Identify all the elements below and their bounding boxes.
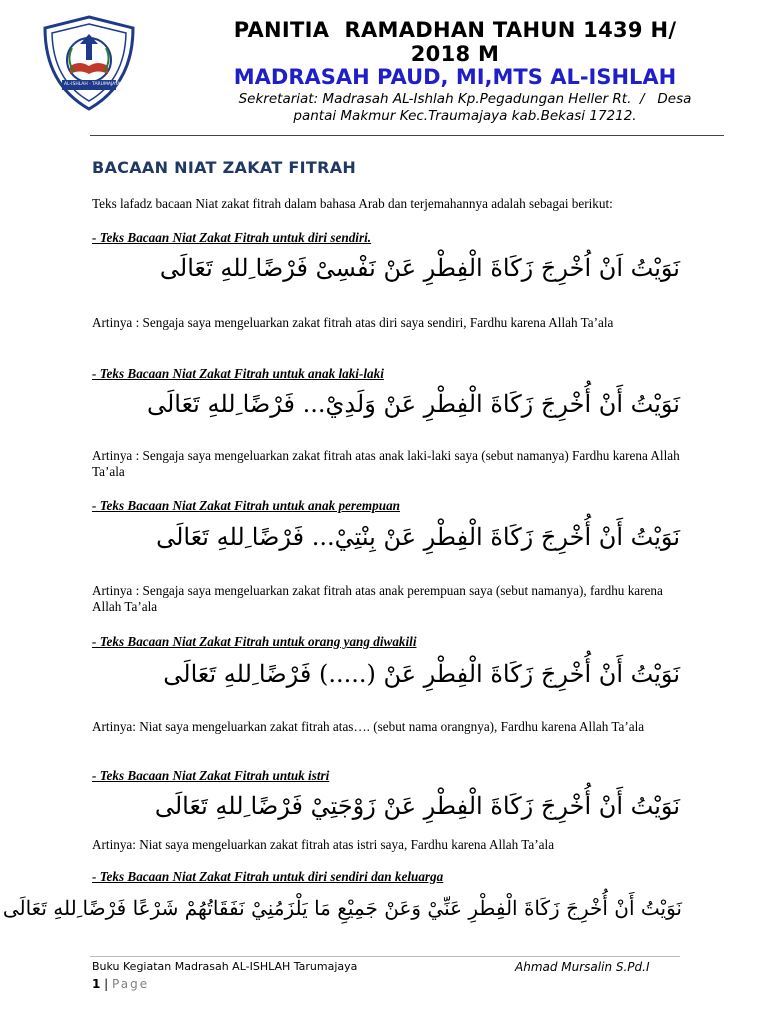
subheading-daughter: - Teks Bacaan Niat Zakat Fitrah untuk anak perempuan [92, 498, 401, 513]
subheading-wife: - Teks Bacaan Niat Zakat Fitrah untuk istri [92, 768, 330, 783]
secretariat-address [150, 91, 770, 125]
address-line-1: Sekretariat: Madrasah AL-Ishlah Kp.Pegadungan Heller Rt. / Desa [238, 91, 692, 107]
meaning-wife: Artinya: Niat saya mengeluarkan zakat fitrah atas istri saya, Fardhu karena Allah Ta’ala [92, 837, 555, 852]
header-divider [90, 135, 724, 136]
arabic-niat-wife: نَوَيْتُ أَنْ أُخْرِجَ زَكَاةَ الْفِطْرِ عَنْ زَوْجَتِيْ فَرْضًا ِللهِ تَعَالَى [154, 792, 680, 820]
school-name: MADRASAH PAUD, MI,MTS AL-ISHLAH [233, 65, 677, 89]
subheading-son: - Teks Bacaan Niat Zakat Fitrah untuk anak laki-laki [92, 366, 384, 381]
section-title: BACAAN NIAT ZAKAT FITRAH [92, 158, 357, 177]
letterhead-title [150, 18, 760, 66]
page-separator: | [100, 977, 113, 991]
title-line-1: PANITIA RAMADHAN TAHUN 1439 H/ [233, 18, 677, 42]
meaning-represented: Artinya: Niat saya mengeluarkan zakat fitrah atas…. (sebut nama orangnya), Fardhu karena Allah Ta’ala [92, 719, 645, 734]
page-label: Page [112, 977, 150, 991]
meaning-son: Artinya : Sengaja saya mengeluarkan zakat fitrah atas anak laki-laki saya (sebut namanya) Fardhu karena Allah Ta’ala [92, 448, 680, 479]
madrasah-logo [40, 14, 141, 112]
footer-divider [90, 956, 680, 957]
meaning-self: Artinya : Sengaja saya mengeluarkan zakat fitrah atas diri saya sendiri, Fardhu karena Allah Ta’ala [92, 315, 614, 330]
arabic-niat-son: نَوَيْتُ أَنْ أُخْرِجَ زَكَاةَ الْفِطْرِ عَنْ وَلَدِيْ... فَرْضًا ِللهِ تَعَالَى [146, 390, 680, 418]
subheading-self-family: - Teks Bacaan Niat Zakat Fitrah untuk diri sendiri dan keluarga [92, 869, 444, 884]
meaning-daughter: Artinya : Sengaja saya mengeluarkan zakat fitrah atas anak perempuan saya (sebut namanya), fardhu karena Allah Ta’ala [92, 583, 663, 614]
logo-text: AL-ISHLAH · TARUMAJAYA - BEKASI [64, 82, 141, 87]
arabic-niat-self: نَوَيْتُ اَنْ اُخْرِجَ زَكَاةَ الْفِطْرِ عَنْ نَفْسِىْ فَرْضًا ِللهِ تَعَالَى [159, 254, 680, 282]
footer-book-title: Buku Kegiatan Madrasah AL-ISHLAH Tarumajaya [92, 960, 358, 973]
subheading-represented: - Teks Bacaan Niat Zakat Fitrah untuk orang yang diwakili [92, 634, 417, 649]
intro-paragraph: Teks lafadz bacaan Niat zakat fitrah dalam bahasa Arab dan terjemahannya adalah sebagai berikut: [92, 196, 613, 211]
title-line-2: 2018 M [410, 42, 500, 66]
page-number [92, 977, 149, 991]
footer-author: Ahmad Mursalin S.Pd.I [515, 960, 650, 974]
subheading-self: - Teks Bacaan Niat Zakat Fitrah untuk diri sendiri. [92, 230, 372, 245]
arabic-niat-daughter: نَوَيْتُ أَنْ أُخْرِجَ زَكَاةَ الْفِطْرِ عَنْ بِنْتِيْ... فَرْضًا ِللهِ تَعَالَى [156, 523, 680, 551]
arabic-niat-represented: نَوَيْتُ أَنْ أُخْرِجَ زَكَاةَ الْفِطْرِ عَنْ (.....) فَرْضًا ِللهِ تَعَالَى [163, 660, 680, 688]
arabic-niat-self-family: نَوَيْتُ أَنْ أُخْرِجَ زَكَاةَ الْفِطْرِ عَنِّيْ وَعَنْ جَمِيْعِ مَا يَلْزَمُنِيْ نَفَقَاتُهُمْ شَرْعًا فَرْضًا ِللهِ تَعَالَى [2, 896, 682, 920]
address-line-2: pantai Makmur Kec.Traumajaya kab.Bekasi 17212. [293, 108, 637, 124]
page-number-value: 1 [92, 977, 101, 991]
